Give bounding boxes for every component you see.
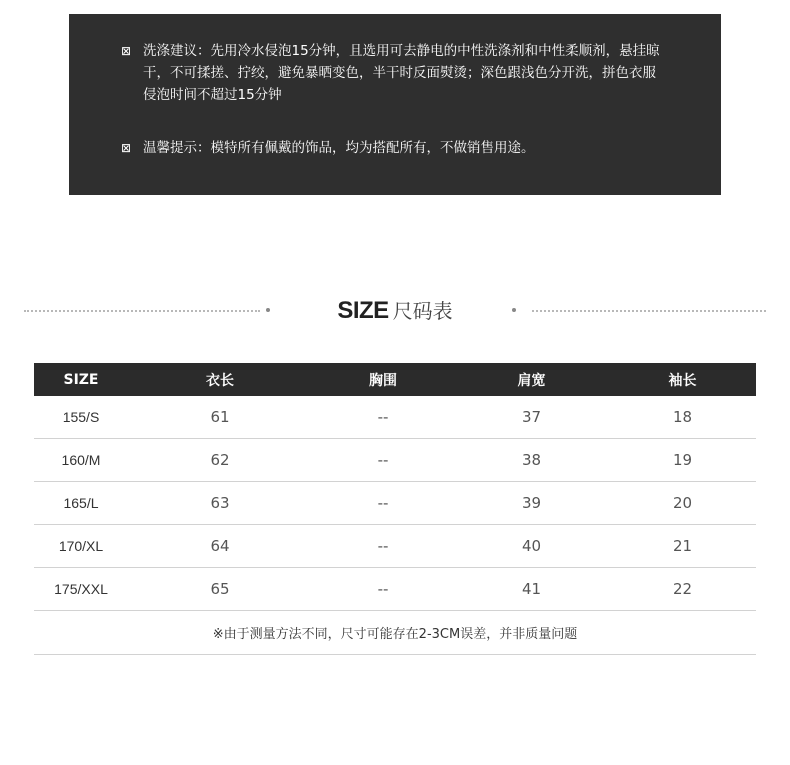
- table-row: [34, 482, 756, 525]
- right-dot-ornament: [512, 308, 516, 312]
- shoulder-cell: 41: [454, 568, 609, 611]
- shoulder-cell: 37: [454, 396, 609, 439]
- wash-advice: [121, 40, 661, 106]
- warm-tip-text: 温馨提示：模特所有佩戴的饰品，均为搭配所有，不做销售用途。: [143, 140, 535, 156]
- length-cell: 63: [128, 482, 312, 525]
- note-row: [34, 611, 756, 655]
- length-cell: 62: [128, 439, 312, 482]
- table-row: [34, 396, 756, 439]
- shoulder-cell: 40: [454, 525, 609, 568]
- bullet-icon: ⊠: [121, 44, 132, 58]
- size-cell: 175/XXL: [34, 568, 128, 611]
- header-sleeve: 袖长: [609, 363, 756, 396]
- size-chart-title: [0, 294, 790, 330]
- sleeve-cell: 20: [609, 482, 756, 525]
- sleeve-cell: 21: [609, 525, 756, 568]
- table-row: [34, 525, 756, 568]
- chest-cell: --: [312, 439, 454, 482]
- size-chart-heading: [0, 294, 790, 328]
- length-cell: 64: [128, 525, 312, 568]
- size-cell: 155/S: [34, 396, 128, 439]
- table-row: [34, 568, 756, 611]
- shoulder-cell: 38: [454, 439, 609, 482]
- length-cell: 61: [128, 396, 312, 439]
- sleeve-cell: 18: [609, 396, 756, 439]
- right-dotted-divider: [532, 310, 766, 312]
- title-en: SIZE: [337, 297, 389, 324]
- sleeve-cell: 22: [609, 568, 756, 611]
- title-cn: 尺码表: [392, 299, 453, 323]
- wash-advice-text: 洗涤建议：先用冷水侵泡15分钟，且选用可去静电的中性洗涤剂和中性柔顺剂，悬挂晾干，不可揉搓、拧绞，避免暴晒变色，半干时反面熨烫；深色跟浅色分开洗，拼色衣服侵泡时间不超过15分钟: [143, 43, 660, 103]
- warm-tip: [121, 137, 661, 159]
- size-cell: 170/XL: [34, 525, 128, 568]
- header-size: SIZE: [34, 363, 128, 396]
- table-header-row: [34, 363, 756, 396]
- chest-cell: --: [312, 525, 454, 568]
- header-length: 衣长: [128, 363, 312, 396]
- size-cell: 160/M: [34, 439, 128, 482]
- header-chest: 胸围: [312, 363, 454, 396]
- sleeve-cell: 19: [609, 439, 756, 482]
- chest-cell: --: [312, 396, 454, 439]
- size-table: [34, 363, 756, 655]
- header-shoulder: 肩宽: [454, 363, 609, 396]
- bullet-icon: ⊠: [121, 141, 132, 155]
- care-instructions-panel: [69, 14, 721, 195]
- length-cell: 65: [128, 568, 312, 611]
- table-row: [34, 439, 756, 482]
- measurement-note: ※由于测量方法不同，尺寸可能存在2-3CM误差，并非质量问题: [34, 611, 756, 655]
- size-cell: 165/L: [34, 482, 128, 525]
- chest-cell: --: [312, 568, 454, 611]
- chest-cell: --: [312, 482, 454, 525]
- shoulder-cell: 39: [454, 482, 609, 525]
